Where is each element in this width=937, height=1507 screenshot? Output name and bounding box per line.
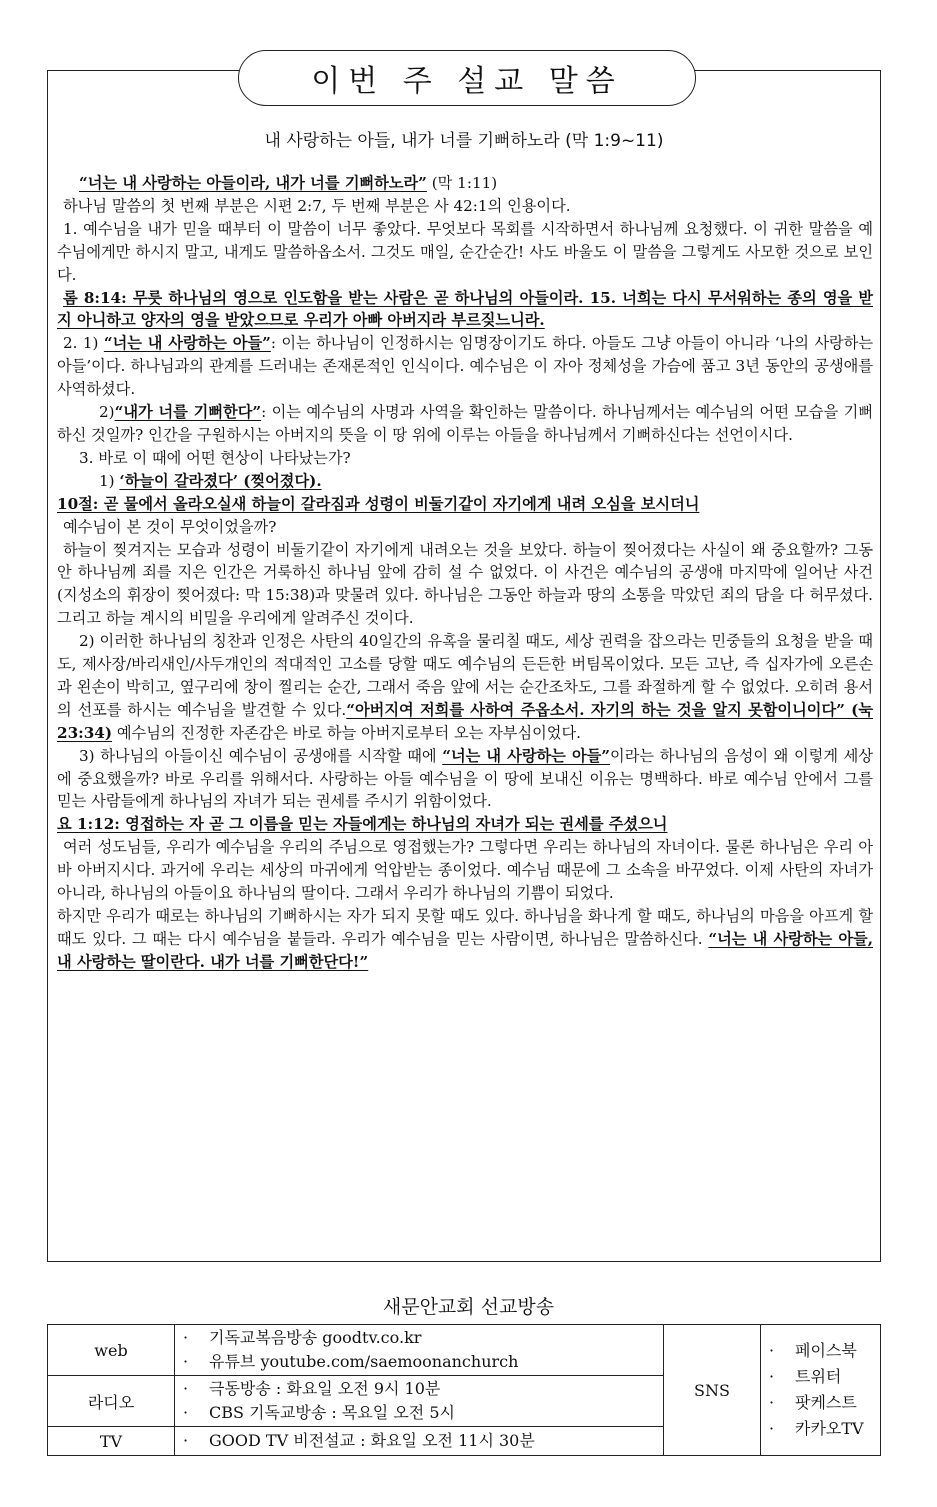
bullet: · bbox=[183, 1403, 189, 1422]
scripture-quote: 요 1:12: 영접하는 자 곧 그 이름을 믿는 자들에게는 하나님의 자녀가 되는 권세를 주셨으니 bbox=[57, 815, 668, 834]
sermon-subtitle: 내 사랑하는 아들, 내가 너를 기뻐하노라 (막 1:9~11) bbox=[264, 131, 664, 151]
paragraph bbox=[57, 745, 873, 814]
radio-item-febc: 극동방송 : 화요일 오전 9시 10분 bbox=[209, 1379, 441, 1398]
paragraph-text: 2) 이러한 하나님의 칭찬과 인정은 사탄의 40일간의 유혹을 물리칠 때도, 세상 권력을 잡으라는 민중들의 요청을 받을 때도, 제사장/바리새인/사두개인의 적대적인 고소를 당할 때도 예수님의 든든한 버팀목이었다. 모든 고난, 즉 십자가에 오른손과 왼손이 박히고, 옆구리에 창이 찔리는 순간, 그래서 죽음 앞에 서는 순간조차도, 그를 좌절하게 할 수 없었다. 오히려 용서의 선포를 하시는 예수님을 발견할 수 있다. bbox=[57, 632, 873, 719]
paragraph-lead: 1) bbox=[99, 471, 120, 490]
emphasis-quote: “너는 내 사랑하는 아들” bbox=[442, 746, 611, 765]
web-item-youtube: 유튜브 youtube.com/saemoonanchurch bbox=[209, 1352, 519, 1371]
page-title: 이번 주 설교 말씀 bbox=[238, 50, 696, 106]
radio-item-cbs: CBS 기독교방송 : 목요일 오전 5시 bbox=[209, 1403, 455, 1422]
paragraph-text: : 이는 예수님의 사명과 사역을 확인하는 말씀이다. 하나님께서는 예수님의 어떤 모습을 기뻐하신 것일까? 인간을 구원하시는 아버지의 뜻을 이 땅 위에 이루는 아들을 하나님께서 기뻐하신다는 선언이시다. bbox=[57, 403, 873, 444]
emphasis-quote: ‘하늘이 갈라졌다’ (찢어졌다). bbox=[119, 471, 322, 490]
scripture-quote: 롬 8:14: 무릇 하나님의 영으로 인도함을 받는 사람은 곧 하나님의 아들이라. 15. 너희는 다시 무서워하는 종의 영을 받지 아니하고 양자의 영을 받았으므로 우리가 아빠 아버지라 부르짖느니라. bbox=[57, 288, 873, 330]
bullet: · bbox=[769, 1341, 775, 1360]
broadcast-title: 새문안교회 선교방송 bbox=[382, 1296, 555, 1318]
paragraph: 여러 성도님들, 우리가 예수님을 우리의 주님으로 영접했는가? 그렇다면 우리는 하나님의 자녀이다. 물론 하나님은 우리 아바 아버지시다. 과거에 우리는 세상의 마귀에게 억압받는 종이었다. 예수님 때문에 그 소속을 바꾸었다. 이제 사탄의 자녀가 아니라, 하나님의 아들이요 하나님의 딸이다. 그래서 우리가 하나님의 기쁨이 되었다. bbox=[57, 838, 873, 903]
paragraph-text: 3) 하나님의 아들이신 예수님이 공생애를 시작할 때에 bbox=[79, 746, 443, 765]
list-item bbox=[183, 1429, 655, 1453]
list-item bbox=[183, 1377, 655, 1401]
list-item bbox=[183, 1326, 655, 1350]
paragraph bbox=[57, 401, 873, 447]
tv-items bbox=[175, 1427, 664, 1456]
paragraph: 3. 바로 이 때에 어떤 현상이 나타났는가? bbox=[79, 448, 351, 467]
sns-item-kakaotv: 카카오TV bbox=[795, 1419, 864, 1438]
bullet: · bbox=[183, 1379, 189, 1398]
emphasis-quote: “너는 내 사랑하는 아들” bbox=[103, 334, 271, 353]
list-item bbox=[183, 1401, 655, 1425]
web-label: web bbox=[48, 1325, 175, 1376]
paragraph bbox=[57, 332, 873, 401]
sermon-body bbox=[57, 172, 873, 974]
bullet: · bbox=[183, 1352, 189, 1371]
scripture-quote: 10절: 곧 물에서 올라오실새 하늘이 갈라짐과 성령이 비둘기같이 자기에게 내려 오심을 보시더니 bbox=[57, 494, 700, 513]
tv-label: TV bbox=[48, 1427, 175, 1456]
tv-item-goodtv: GOOD TV 비전설교 : 화요일 오전 11시 30분 bbox=[209, 1431, 535, 1450]
bullet: · bbox=[769, 1419, 775, 1438]
list-item bbox=[769, 1364, 872, 1390]
sns-item-twitter: 트위터 bbox=[795, 1367, 842, 1386]
radio-items bbox=[175, 1376, 664, 1427]
paragraph: 예수님이 본 것이 무엇이었을까? bbox=[63, 517, 277, 536]
paragraph: 1. 예수님을 내가 믿을 때부터 이 말씀이 너무 좋았다. 무엇보다 목회를 시작하면서 하나님께 요청했다. 이 귀한 말씀을 예수님에게만 하시지 말고, 내게도 말씀하옵소서. 그것도 매일, 순간순간! 사도 바울도 이 말씀을 그렇게도 사모한 것으로 보인다. bbox=[57, 219, 873, 284]
list-item bbox=[769, 1416, 872, 1442]
paragraph-text: : 이는 하나님이 인정하시는 임명장이기도 하다. 아들도 그냥 아들이 아니라 ‘나의 사랑하는 아들’이다. 하나님과의 관계를 드러내는 존재론적인 인식이다. 예수님은 이 자아 정체성을 가슴에 품고 3년 동안의 공생애를 사역하셨다. bbox=[57, 334, 874, 399]
paragraph-lead: 2. 1) bbox=[63, 334, 104, 353]
bullet: · bbox=[769, 1367, 775, 1386]
paragraph bbox=[57, 905, 873, 974]
bullet: · bbox=[183, 1431, 189, 1450]
sns-items bbox=[761, 1325, 881, 1456]
emphasis-quote: “내가 너를 기뻐한다” bbox=[114, 403, 262, 422]
paragraph bbox=[57, 630, 873, 745]
list-item bbox=[183, 1350, 655, 1374]
paragraph: 하늘이 찢겨지는 모습과 성령이 비둘기같이 자기에게 내려오는 것을 보았다. 하늘이 찢어졌다는 사실이 왜 중요할까? 그동안 하나님께 죄를 지은 인간은 거룩하신 하나님 앞에 감히 설 수 없었다. 이 사건은 예수님의 공생애 마지막에 일어난 사건(지성소의 휘장이 찢어졌다: 막 15:38)과 맞물려 있다. 하나님은 그동안 하늘과 땅의 소통을 막았던 죄의 담을 다 허무셨다. 그리고 하늘 계시의 비밀을 우리에게 알려주신 것이다. bbox=[57, 540, 873, 628]
paragraph bbox=[57, 470, 873, 493]
paragraph-text: 이라는 하나님의 음성이 왜 이렇게 세상에 중요했을까? 바로 우리를 위해서다. 사랑하는 아들 예수님을 이 땅에 보내신 이유는 명백하다. 바로 예수님 안에서 그를 믿는 사람들에게 하나님의 자녀가 되는 권세를 주시기 위함이었다. bbox=[57, 746, 873, 811]
sns-item-facebook: 페이스북 bbox=[795, 1341, 857, 1360]
emphasis-quote: “아버지여 저희를 사하여 주옵소서. 자기의 하는 것을 알지 못함이니이다” (눅 23:34) bbox=[57, 700, 874, 742]
bullet: · bbox=[183, 1328, 189, 1347]
sns-label: SNS bbox=[664, 1325, 761, 1456]
list-item bbox=[769, 1390, 872, 1416]
paragraph-key-verse bbox=[57, 172, 873, 195]
paragraph: 하나님 말씀의 첫 번째 부분은 시편 2:7, 두 번째 부분은 사 42:1의 인용이다. bbox=[63, 196, 571, 215]
bullet: · bbox=[769, 1393, 775, 1412]
web-item-goodtv: 기독교복음방송 goodtv.co.kr bbox=[209, 1328, 422, 1347]
key-verse-ref: (막 1:11) bbox=[426, 174, 498, 192]
sns-item-podcast: 팟케스트 bbox=[795, 1393, 857, 1412]
key-verse-quote: “너는 내 사랑하는 아들이라, 내가 너를 기뻐하노라” bbox=[79, 174, 427, 192]
radio-label: 라디오 bbox=[48, 1376, 175, 1427]
broadcast-table bbox=[47, 1324, 881, 1456]
web-items bbox=[175, 1325, 664, 1376]
paragraph-text: 하지만 우리가 때로는 하나님의 기뻐하시는 자가 되지 못할 때도 있다. 하나님을 화나게 할 때도, 하나님의 마음을 아프게 할 때도 있다. 그 때는 다시 예수님을 붙들라. 우리가 예수님을 믿는 사람이면, 하나님은 말씀하신다. bbox=[57, 907, 873, 948]
paragraph-lead: 2) bbox=[99, 403, 115, 422]
paragraph-text: 예수님의 진정한 자존감은 바로 하늘 아버지로부터 오는 자부심이었다. bbox=[112, 723, 581, 742]
list-item bbox=[769, 1338, 872, 1364]
emphasis-quote: “너는 내 사랑하는 아들, 내 사랑하는 딸이란다. 내가 너를 기뻐한단다!” bbox=[57, 929, 873, 971]
